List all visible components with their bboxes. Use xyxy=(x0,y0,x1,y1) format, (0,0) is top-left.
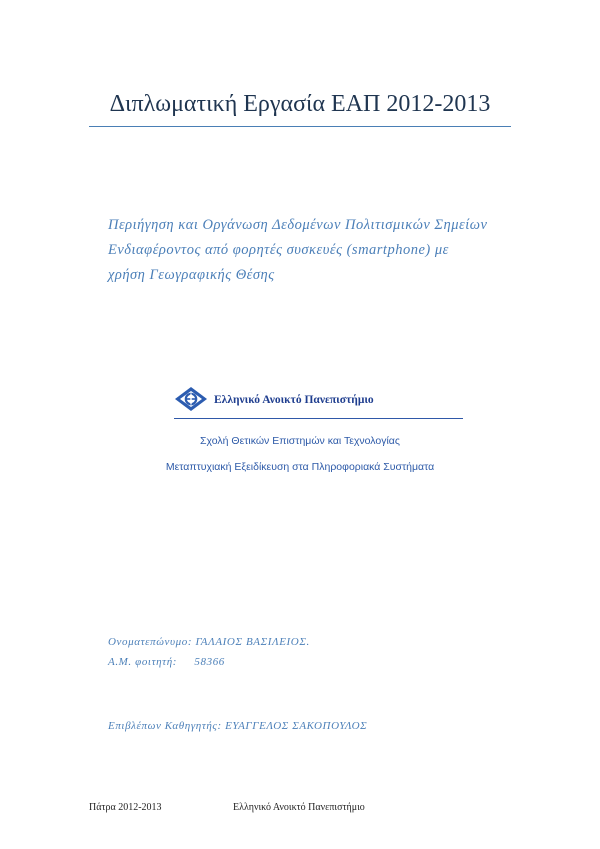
logo-divider xyxy=(174,418,463,419)
title-divider xyxy=(89,126,511,127)
subtitle-line: Ενδιαφέροντος από φορητές συσκευές (smartphone) με xyxy=(108,242,449,258)
thesis-subtitle xyxy=(108,213,538,288)
student-id-value: 58366 xyxy=(194,656,225,668)
student-id-line xyxy=(108,656,225,668)
supervisor-value: ΕΥΑΓΓΕΛΟΣ ΣΑΚΟΠΟΥΛΟΣ xyxy=(225,720,368,732)
student-id-label: Α.Μ. φοιτητή: xyxy=(108,656,178,668)
school-name: Σχολή Θετικών Επιστημών και Τεχνολογίας xyxy=(200,435,400,447)
supervisor-line xyxy=(108,720,367,732)
subtitle-line: Περιήγηση και Οργάνωση Δεδομένων Πολιτισμικών Σημείων xyxy=(108,217,488,233)
student-name-value: ΓΑΛΑΙΟΣ ΒΑΣΙΛΕΙΟΣ. xyxy=(195,636,310,648)
supervisor-label: Επιβλέπων Καθηγητής: xyxy=(108,720,222,732)
footer-university: Ελληνικό Ανοικτό Πανεπιστήμιο xyxy=(233,802,365,813)
student-name-line xyxy=(108,636,310,648)
program-name: Μεταπτυχιακή Εξειδίκευση στα Πληροφοριακά Συστήματα xyxy=(165,461,435,473)
footer-place-year: Πάτρα 2012-2013 xyxy=(89,802,162,813)
document-title: Διπλωματική Εργασία ΕΑΠ 2012-2013 xyxy=(109,91,491,117)
student-name-label: Ονοματεπώνυμο: xyxy=(108,636,193,648)
university-name: Ελληνικό Ανοικτό Πανεπιστήμιο xyxy=(214,394,374,406)
subtitle-line: χρήση Γεωγραφικής Θέσης xyxy=(108,267,275,283)
eap-logo-icon xyxy=(174,386,208,412)
